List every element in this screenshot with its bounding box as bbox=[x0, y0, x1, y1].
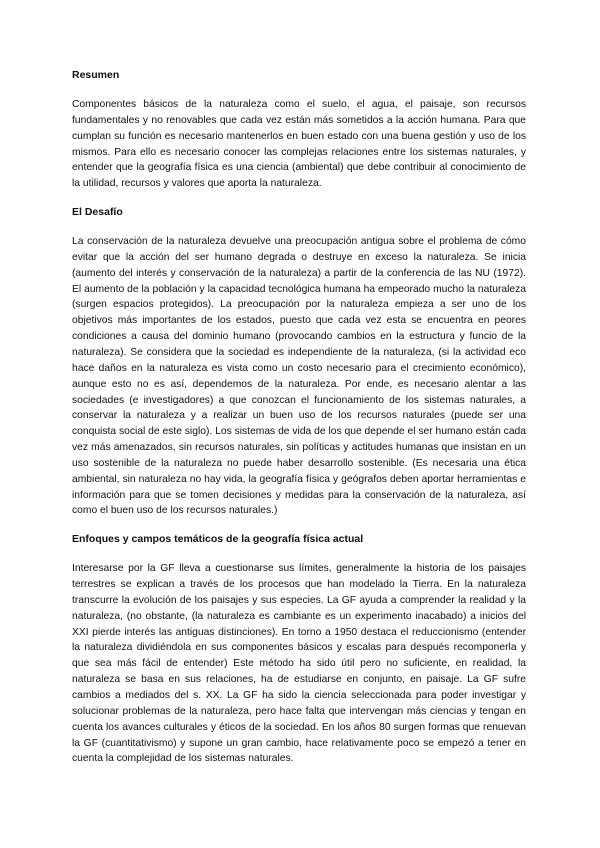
section-heading-enfoques: Enfoques y campos temáticos de la geografía física actual bbox=[72, 533, 364, 546]
section-heading-resumen: Resumen bbox=[72, 69, 120, 81]
section-body-enfoques: Interesarse por la GF lleva a cuestionarse sus límites, generalmente la historia de los paisajes terrestres se explican a través de los procesos que han modelado la Tierra. En la naturaleza transcurre la evolución de los paisajes y sus especies. La GF ayuda a comprender la realidad y la naturaleza, (no obstante, (la naturaleza es cambiante es un experimento inacabado) a inicios del XXI pierde interés las antiguas distinciones). En torno a 1950 destaca el reduccionismo (entender la naturaleza dividiéndola en sus componentes básicos y escalas para después recomponerla y que sea más fácil de entender) Este método ha sido útil pero no suficiente, en realidad, la naturaleza se basa en sus relaciones, ha de estudiarse en conjunto, en paisaje. La GF sufre cambios a mediados del s. XX. La GF ha sido la ciencia seleccionada para poder investigar y solucionar problemas de la naturaleza, pero hace falta que intervengan más ciencias y tengan en cuenta los avances culturales y éticos de la sociedad. En los años 80 surgen formas que renuevan la GF (cuantitativismo) y supone un gran cambio, hace relativamente poco se empezó a tener en cuenta la complejidad de los sistemas naturales. bbox=[72, 563, 526, 765]
document-page bbox=[72, 68, 526, 767]
section-body-desafio: La conservación de la naturaleza devuelve una preocupación antigua sobre el problema de cómo evitar que la acción del ser humano degrada o destruye en exceso la naturaleza. Se inicia (aumento del interés y conservación de la naturaleza) a partir de la conferencia de las NU (1972). El aumento de la población y la capacidad tecnológica humana ha empeorado mucho la naturaleza (surgen espacios protegidos). La preocupación por la naturaleza empieza a ser uno de los objetivos más importantes de los estados, puesto que cada vez esta se encuentra en peores condiciones a causa del dominio humano (provocando cambios en la estructura y funcio de la naturaleza). Se considera que la sociedad es independiente de la naturaleza, (si la actividad eco hace daños en la naturaleza es vista como un costo necesario para el crecimiento económico), aunque esto no es así, dependemos de la naturaleza. Por ende, es necesario alentar a las sociedades (e investigadores) a que conozcan el funcionamiento de los sistemas naturales, a conservar la naturaleza y a realizar un buen uso de los recursos naturales (puede ser una conquista social de este siglo). Los sistemas de vida de los que depende el ser humano están cada vez más amenazados, sin recursos naturales, sin políticas y actitudes humanas que insistan en un uso sostenible de la naturaleza no puede haber desarrollo sostenible. (Es necesaria una ética ambiental, sin naturaleza no hay vida, la geografía física y geógrafos deben aportar herramientas e información para que se tomen decisiones y medidas para la conservación de la naturaleza, así como el buen uso de los recursos naturales.) bbox=[72, 236, 526, 517]
section-body-resumen: Componentes básicos de la naturaleza como el suelo, el agua, el paisaje, son recursos fundamentales y no renovables que cada vez están más sometidos a la acción humana. Para que cumplan su función es necesario mantenerlos en buen estado con una buena gestión y uso de los mismos. Para ello es necesario conocer las complejas relaciones entre los sistemas naturales, y entender que la geografía física es una ciencia (ambiental) que debe contribuir al conocimiento de la utilidad, recursos y valores que aporta la naturaleza. bbox=[72, 99, 526, 190]
section-heading-desafio: El Desafío bbox=[72, 206, 123, 219]
